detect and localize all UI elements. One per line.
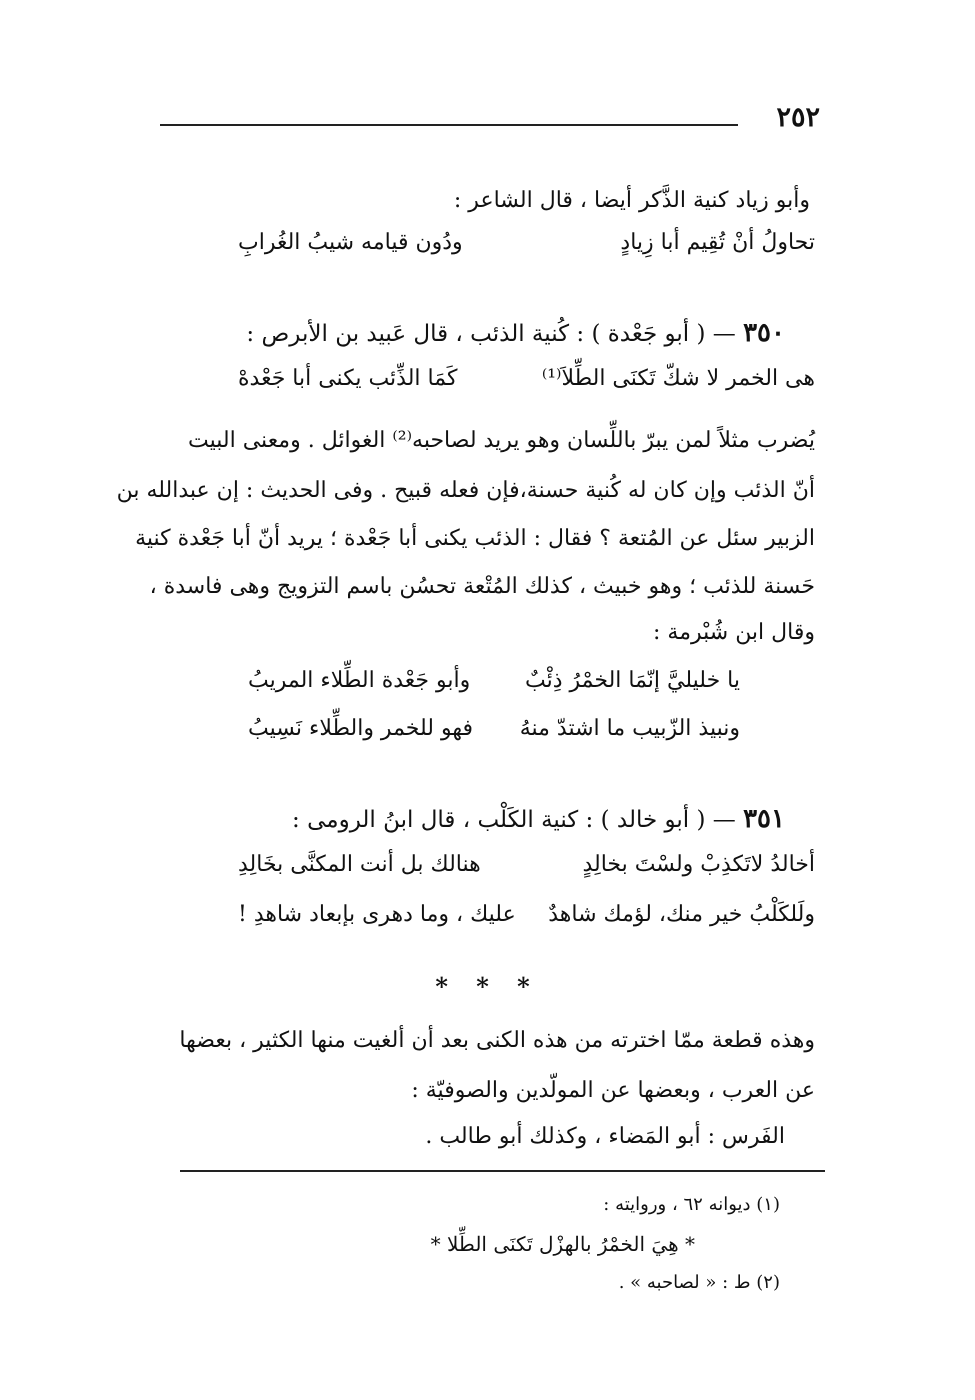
entry-351-verse-first-hemistich: أخالدُ لاتَكذِبْ ولسْتَ بخالِدٍ — [582, 852, 815, 877]
footnote-2: (٢) ط : « لصاحبه » . — [618, 1272, 780, 1293]
closing-line: وهذه قطعة ممّا اخترته من هذه الكنى بعد أن ألغيت منها الكثير ، بعضها — [179, 1028, 815, 1053]
entry-350-prose-line: أنّ الذئب وإن كان له كُنية حسنة،فإن فعله قبيح . وفى الحديث : إن عبدالله بن — [116, 478, 815, 503]
footnote-rule — [180, 1170, 825, 1172]
entry-350-prose-line: الزبير سئل عن المُتعة ؟ فقال : الذئب يكنى أبا جَعْدة ؛ يريد أنّ أبا جَعْدة كنية — [135, 526, 815, 551]
entry-350-verse — [160, 366, 815, 396]
verse-1-second-hemistich: ودُون قيامه شيبُ الغُرابِ — [238, 230, 463, 255]
entry-351-verse-second-hemistich: هنالك بل أنت المكنَّى بخَالِدِ — [238, 852, 481, 877]
quoted-verse-second-hemistich: فهو للخمر والطِّلاء نَسِيبُ — [248, 716, 473, 741]
quoted-verse-first-hemistich: ونبيذ الزّبيب ما اشتدّ منهُ — [519, 716, 740, 741]
quoted-verse-second-hemistich: وأبو جَعْدة الطِّلاء المريبُ — [248, 668, 471, 693]
entry-350-prose-line: حَسنة للذئب ؛ وهو خبيث ، كذلك المُتْعة تحسُن باسم التزويج وهى فاسدة ، — [149, 574, 815, 599]
entry-351-verse-second-hemistich: عليك ، وما دهرى بإبعاد شاهدِ ! — [238, 902, 516, 927]
verse-1 — [160, 230, 815, 260]
quoted-verse-first-hemistich: يا خليليَّ إنّمَا الخمْرُ ذِئْبٌ — [525, 668, 740, 693]
closing-line: عن العرب ، وبعضها عن المولّدين والصوفيّة : — [411, 1078, 815, 1103]
entry-350-heading — [160, 318, 785, 349]
entry-351-verse — [160, 902, 815, 932]
entry-350-quoted-verse — [160, 716, 815, 746]
footnote-1-verse: * هِيَ الخمْرُ بالهزْل تَكنَى الطِّلا * — [430, 1232, 695, 1256]
entry-351-verse-first-hemistich: ولَلكَلْبُ خير منك، لؤمك شاهدٌ — [548, 902, 815, 927]
entry-350-title: — ( أبو جَعْدة ) : كُنية الذئب ، قال عَبيد بن الأبرص : — [246, 321, 736, 347]
entry-350-prose-line: يُضرب مثلاً لمن يبرّ باللِّسان وهو يريد لصاحبه⁽²⁾ الغوائل . ومعنى البيت — [188, 428, 815, 453]
entry-351-verse — [160, 852, 815, 882]
entry-351-title: — ( أبو خالد ) : كنية الكَلْب ، قال ابنُ الرومى : — [292, 807, 736, 833]
closing-line: الفَرس : أبو المَضاء ، وكذلك أبو طالب . — [425, 1124, 785, 1149]
entry-351-number: ٣٥١ — [743, 804, 785, 834]
entry-350-number: ٣٥٠ — [743, 318, 785, 348]
entry-350-prose-line: وقال ابن شُبْرمة : — [653, 620, 815, 645]
verse-1-first-hemistich: تحاولُ أنْ تُقِيم أبا زِيادٍ — [620, 230, 815, 255]
intro-line: وأبو زياد كنية الذَّكر أيضا ، قال الشاعر : — [453, 188, 810, 213]
entry-350-verse-first-hemistich: هى الخمر لا شكّ تَكنَى الطِّلاَ⁽¹⁾ — [541, 366, 815, 391]
footnote-1: (١) ديوانه ٦٢ ، وروايته : — [603, 1194, 780, 1215]
page-number: ٢٥٢ — [776, 102, 820, 133]
page-header — [160, 100, 820, 140]
section-separator: * * * — [435, 972, 540, 1001]
entry-351-heading — [160, 804, 785, 835]
header-rule — [160, 124, 738, 126]
entry-350-verse-second-hemistich: كَمَا الذِّئب يكنى أبا جَعْدهْ — [238, 366, 458, 391]
entry-350-quoted-verse — [160, 668, 815, 698]
